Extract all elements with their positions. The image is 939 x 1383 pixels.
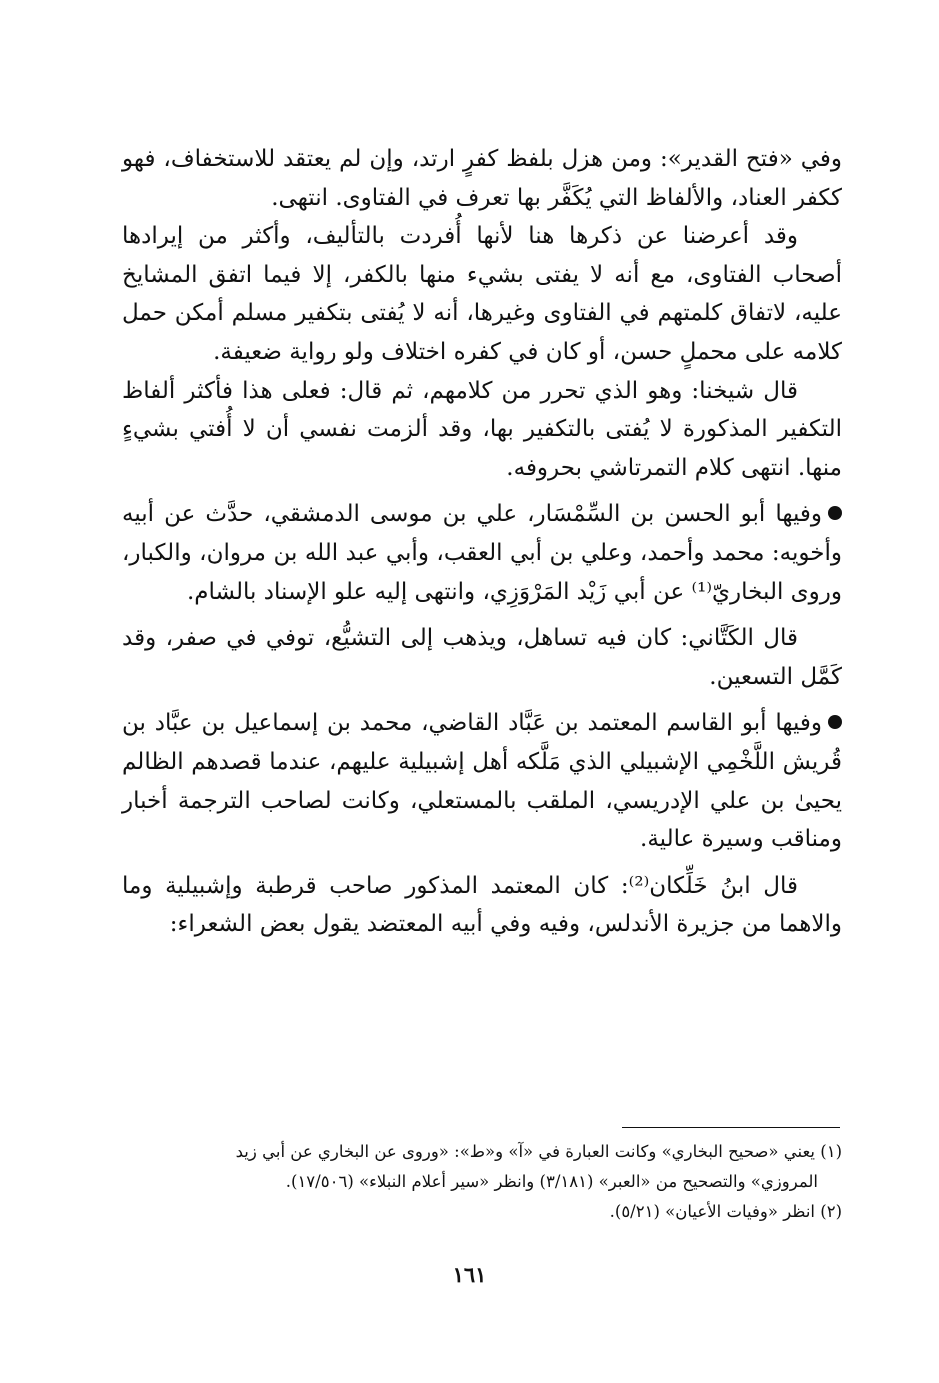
bullet-icon bbox=[828, 715, 842, 729]
paragraph-ibn-khallikan: قال ابنُ خَلِّكان⁽²⁾: كان المعتمد المذكور صاحب قرطبة وإشبيلية وما والاهما من جزيرة الأندلس، وفيه وفي أبيه المعتضد يقول بعض الشعراء: bbox=[122, 872, 842, 938]
main-text bbox=[122, 140, 842, 952]
paragraph-al-mutamid bbox=[122, 704, 842, 858]
footnote-1-line-2: المروزي» والتصحيح من «العبر» (٣/١٨١) وانظر «سير أعلام النبلاء» (١٧/٥٠٦). bbox=[285, 1172, 818, 1191]
footnote-2: (٢) انظر «وفيات الأعيان» (٥/٢١). bbox=[609, 1202, 842, 1221]
footnotes bbox=[122, 1137, 842, 1227]
bullet-icon bbox=[828, 506, 842, 520]
page-number: ١٦١ bbox=[452, 1262, 487, 1287]
footnote-separator bbox=[622, 1127, 840, 1128]
paragraph-kattani: قال الكَتَّاني: كان فيه تساهل، ويذهب إلى التشيُّع، توفي في صفر، وقد كَمَّل التسعين. bbox=[122, 625, 842, 690]
footnote-1-line-1: (١) يعني «صحيح البخاري» وكانت العبارة في «آ» و«ط»: «وروى عن البخاري عن أبي زيد bbox=[235, 1142, 842, 1161]
paragraph-ibn-al-simsar bbox=[122, 495, 842, 611]
paragraph-fatawa: وقد أعرضنا عن ذكرها هنا لأنها أُفردت بالتأليف، وأكثر من إيرادها أصحاب الفتاوى، مع أنه لا يفتى بشيء منها بالكفر، إلا فيما اتفق المشايخ عليه، لاتفاق كلمتهم في الفتاوى وغيرها، أنه لا يُفتى بتكفير مسلم أمكن حمل كلامه على محملٍ حسن، أو كان في كفره اختلاف ولو رواية ضعيفة. bbox=[122, 223, 842, 365]
paragraph-shaykh-quote: قال شيخنا: وهو الذي تحرر من كلامهم، ثم قال: فعلى هذا فأكثر ألفاظ التكفير المذكورة لا يُفتى بالتكفير بها، وقد ألزمت نفسي أن لا أُفتي بشيءٍ منها. انتهى كلام التمرتاشي بحروفه. bbox=[122, 377, 842, 481]
paragraph-ibn-al-simsar-text: وفيها أبو الحسن بن السِّمْسَار، علي بن موسى الدمشقي، حدَّث عن أبيه وأخويه: محمد وأحمد، وعلي بن أبي العقب، وأبي عبد الله بن مروان، والكبار، وروى البخاريّ⁽¹⁾ عن أبي زَيْد المَرْوَزِي، وانتهى إليه علو الإسناد بالشام. bbox=[122, 501, 842, 605]
paragraph-al-mutamid-text: وفيها أبو القاسم المعتمد بن عَبَّاد القاضي، محمد بن إسماعيل بن عبَّاد بن قُريش اللَّخْمِي الإشبيلي الذي مَلَّكه أهل إشبيلية عليهم، عندما قصدهم الظالم يحيىٰ بن علي الإدريسي، الملقب بالمستعلي، وكانت لصاحب الترجمة أخبار ومناقب وسيرة عالية. bbox=[122, 710, 842, 853]
paragraph-fath-al-qadir: وفي «فتح القدير»: ومن هزل بلفظ كفرٍ ارتد، وإن لم يعتقد للاستخفاف، فهو ككفر العناد، والألفاظ التي يُكَفَّر بها تعرف في الفتاوى. انتهى. bbox=[122, 146, 842, 211]
